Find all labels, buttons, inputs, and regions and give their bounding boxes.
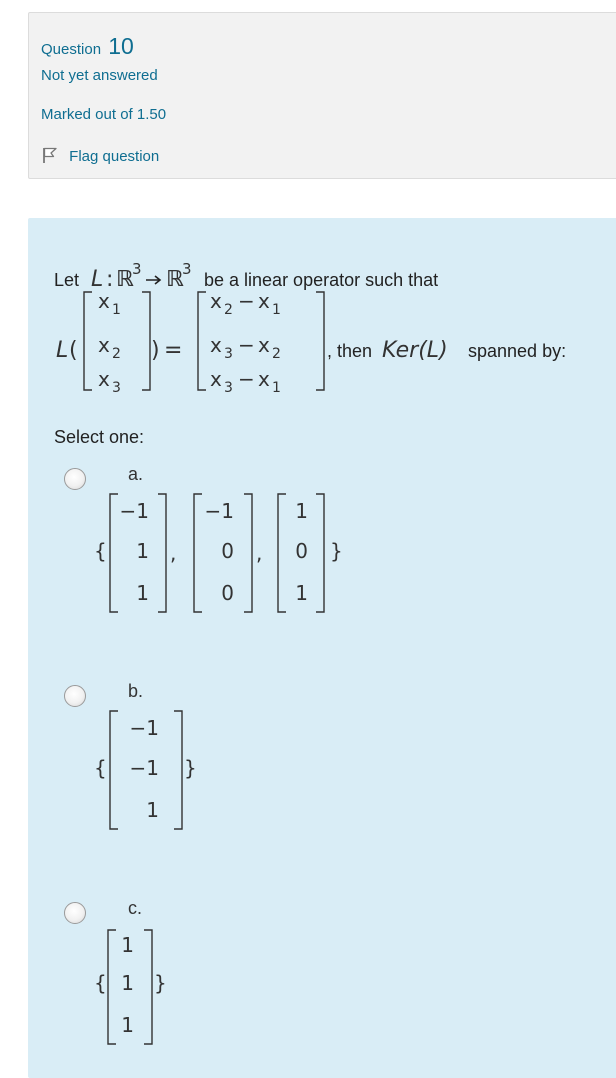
option-a-v2-e3: 0 (221, 581, 234, 605)
output-left-bracket (198, 292, 206, 390)
open-brace: { (94, 539, 107, 563)
output-row-1-a-sub: 2 (224, 302, 233, 318)
option-a-v1-e3: 1 (136, 581, 149, 605)
vector-right-bracket (144, 930, 152, 1044)
arrow-icon (146, 276, 160, 284)
option-a-label: a. (128, 464, 144, 484)
text-be-linear: be a linear operator such that (204, 270, 439, 290)
option-a-v2-e2: 0 (221, 539, 234, 563)
vector-1-right-bracket (158, 494, 166, 612)
question-info-panel (28, 12, 616, 179)
question-number-value: 10 (108, 33, 134, 59)
question-number (41, 33, 134, 60)
option-a-v1-e2: 1 (136, 539, 149, 563)
equals-sign: = (164, 338, 183, 363)
vector-2-left-bracket (194, 494, 202, 612)
output-row-1-b: x (258, 289, 270, 313)
kernel-notation: Ker(L) (382, 338, 448, 363)
colon: : (106, 267, 114, 292)
output-row-2-a-sub: 3 (224, 346, 233, 362)
input-entry-1: x (98, 289, 110, 313)
option-b-matrix (94, 705, 224, 835)
question-formula (54, 242, 614, 402)
option-a-v3-e1: 1 (295, 499, 308, 523)
vector-2-right-bracket (244, 494, 252, 612)
text-then: , then (327, 341, 373, 361)
input-entry-2: x (98, 333, 110, 357)
codomain-set: ℝ (166, 267, 184, 292)
lhs-open-paren: ( (69, 338, 78, 363)
vector-1-left-bracket (110, 494, 118, 612)
output-row-3-b-sub: 1 (272, 380, 281, 396)
close-brace: } (184, 756, 197, 780)
option-a-matrix (94, 488, 384, 618)
option-a-v2-e1: −1 (204, 499, 234, 523)
output-row-2-a: x (210, 333, 222, 357)
question-grade: Marked out of 1.50 (41, 106, 167, 123)
comma-1: , (170, 541, 177, 565)
option-a-v3-e3: 1 (295, 581, 308, 605)
option-c-matrix (94, 924, 204, 1054)
option-c-label: c. (128, 898, 143, 918)
option-b-label: b. (128, 681, 144, 701)
input-right-bracket (142, 292, 150, 390)
vector-3-right-bracket (316, 494, 324, 612)
output-row-2-op: − (238, 333, 255, 357)
question-label: Question (41, 41, 102, 58)
option-c-v1-e1: 1 (121, 933, 134, 957)
output-row-1-b-sub: 1 (272, 302, 281, 318)
input-sub-2: 2 (112, 346, 121, 362)
option-c-v1-e3: 1 (121, 1013, 134, 1037)
domain-set: ℝ (116, 267, 134, 292)
vector-right-bracket (174, 711, 182, 829)
input-sub-1: 1 (112, 302, 121, 318)
input-sub-3: 3 (112, 380, 121, 396)
option-a-v1-e1: −1 (119, 499, 149, 523)
vector-left-bracket (110, 711, 118, 829)
radio-option-b[interactable] (64, 685, 86, 707)
question-text (54, 242, 614, 402)
radio-option-a[interactable] (64, 468, 86, 490)
option-b-v1-e2: −1 (129, 756, 159, 780)
output-row-2-b-sub: 2 (272, 346, 281, 362)
input-left-bracket (84, 292, 92, 390)
question-state: Not yet answered (41, 67, 158, 84)
comma-2: , (256, 541, 263, 565)
output-row-1-op: − (238, 289, 255, 313)
operator-symbol: L (91, 267, 104, 292)
option-b-v1-e3: 1 (146, 798, 159, 822)
select-prompt: Select one: (54, 427, 145, 447)
output-right-bracket (316, 292, 324, 390)
domain-exponent: 3 (132, 260, 142, 278)
output-row-3-a-sub: 3 (224, 380, 233, 396)
open-brace: { (94, 971, 107, 995)
output-row-3-b: x (258, 367, 270, 391)
lhs-close-paren: ) (151, 338, 160, 363)
output-row-1-a: x (210, 289, 222, 313)
output-row-3-op: − (238, 367, 255, 391)
vector-left-bracket (108, 930, 116, 1044)
lhs-function: L (56, 338, 69, 363)
codomain-exponent: 3 (182, 260, 192, 278)
open-brace: { (94, 756, 107, 780)
output-row-2-b: x (258, 333, 270, 357)
radio-option-c[interactable] (64, 902, 86, 924)
output-row-3-a: x (210, 367, 222, 391)
text-let: Let (54, 270, 80, 290)
option-b-v1-e1: −1 (129, 716, 159, 740)
question-content (28, 218, 616, 1078)
vector-3-left-bracket (278, 494, 286, 612)
input-entry-3: x (98, 367, 110, 391)
close-brace: } (330, 539, 343, 563)
option-a-v3-e2: 0 (295, 539, 308, 563)
text-spanned-by: spanned by: (468, 341, 567, 361)
flag-icon (41, 148, 69, 165)
flag-question-link[interactable] (41, 146, 159, 165)
option-c-v1-e2: 1 (121, 971, 134, 995)
close-brace: } (154, 971, 167, 995)
flag-question-label: Flag question (69, 148, 160, 165)
